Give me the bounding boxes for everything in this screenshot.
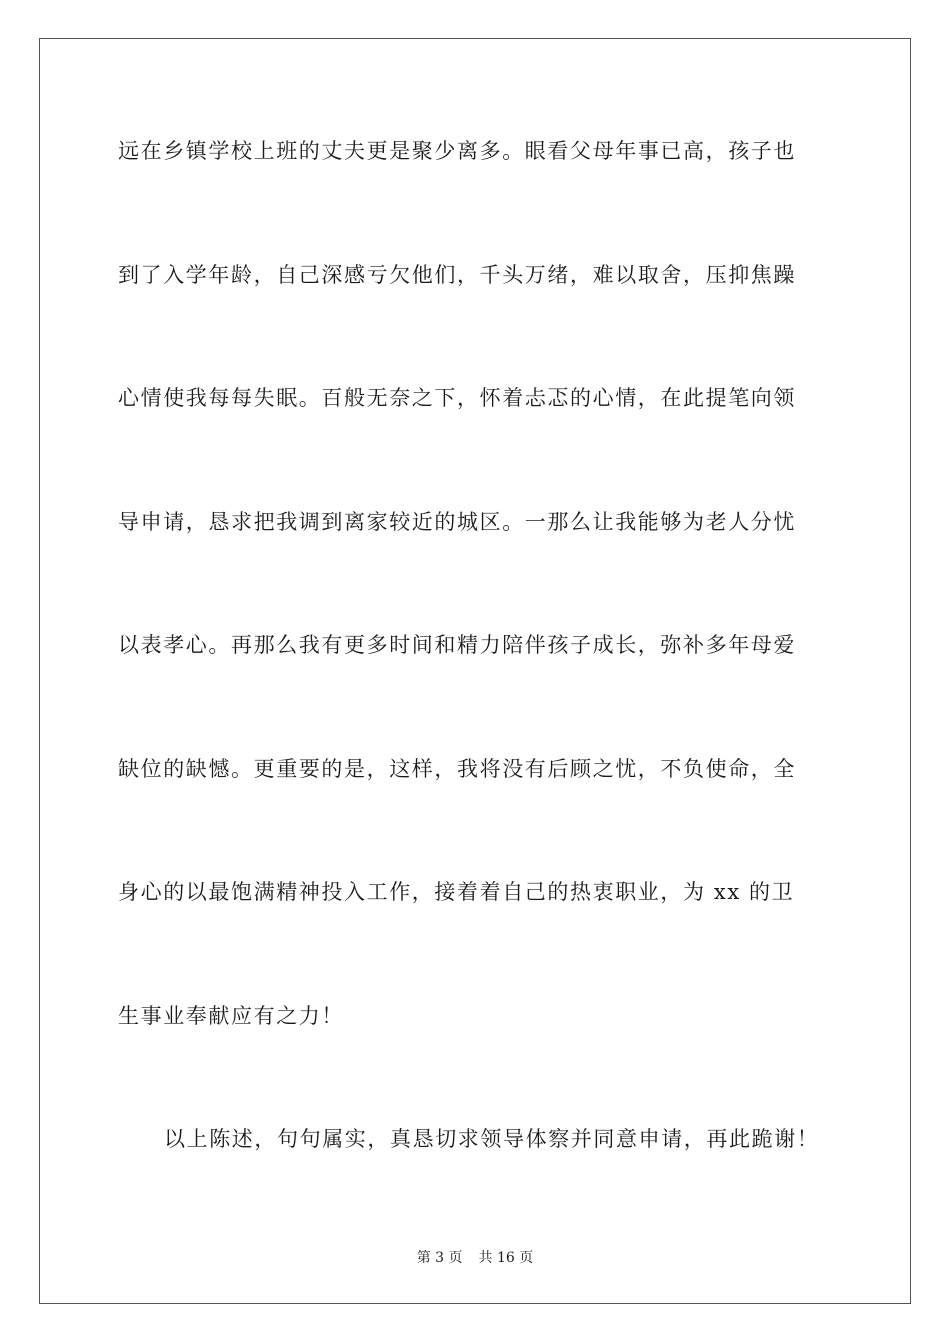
closing-paragraph: 以上陈述，句句属实，真恳切求领导体察并同意申请，再此跪谢！ [164, 1127, 820, 1151]
document-body [118, 128, 834, 1240]
page-footer [0, 1247, 950, 1267]
body-line-2: 到了入学年龄，自己深感亏欠他们，千头万绪，难以取舍，压抑焦躁 [118, 262, 796, 287]
body-line-8: 生事业奉献应有之力！ [118, 1003, 344, 1028]
body-line-3: 心情使我每每失眠。百般无奈之下，怀着忐忑的心情，在此提笔向领 [118, 386, 796, 410]
page-number: 第 3 页 [416, 1250, 463, 1266]
body-line-1: 远在乡镇学校上班的丈夫更是聚少离多。眼看父母年事已高，孩子也 [118, 139, 796, 163]
body-line-4: 导申请，恳求把我调到离家较近的城区。一那么让我能够为老人分忧 [118, 509, 796, 534]
body-line-5: 以表孝心。再那么我有更多时间和精力陪伴孩子成长，弥补多年母爱 [118, 633, 796, 657]
body-line-6: 缺位的缺憾。更重要的是，这样，我将没有后顾之忧，不负使命，全 [118, 756, 796, 781]
page-total: 共 16 页 [478, 1250, 534, 1266]
body-line-7: 身心的以最饱满精神投入工作，接着着自己的热衷职业，为 xx 的卫 [118, 880, 795, 904]
